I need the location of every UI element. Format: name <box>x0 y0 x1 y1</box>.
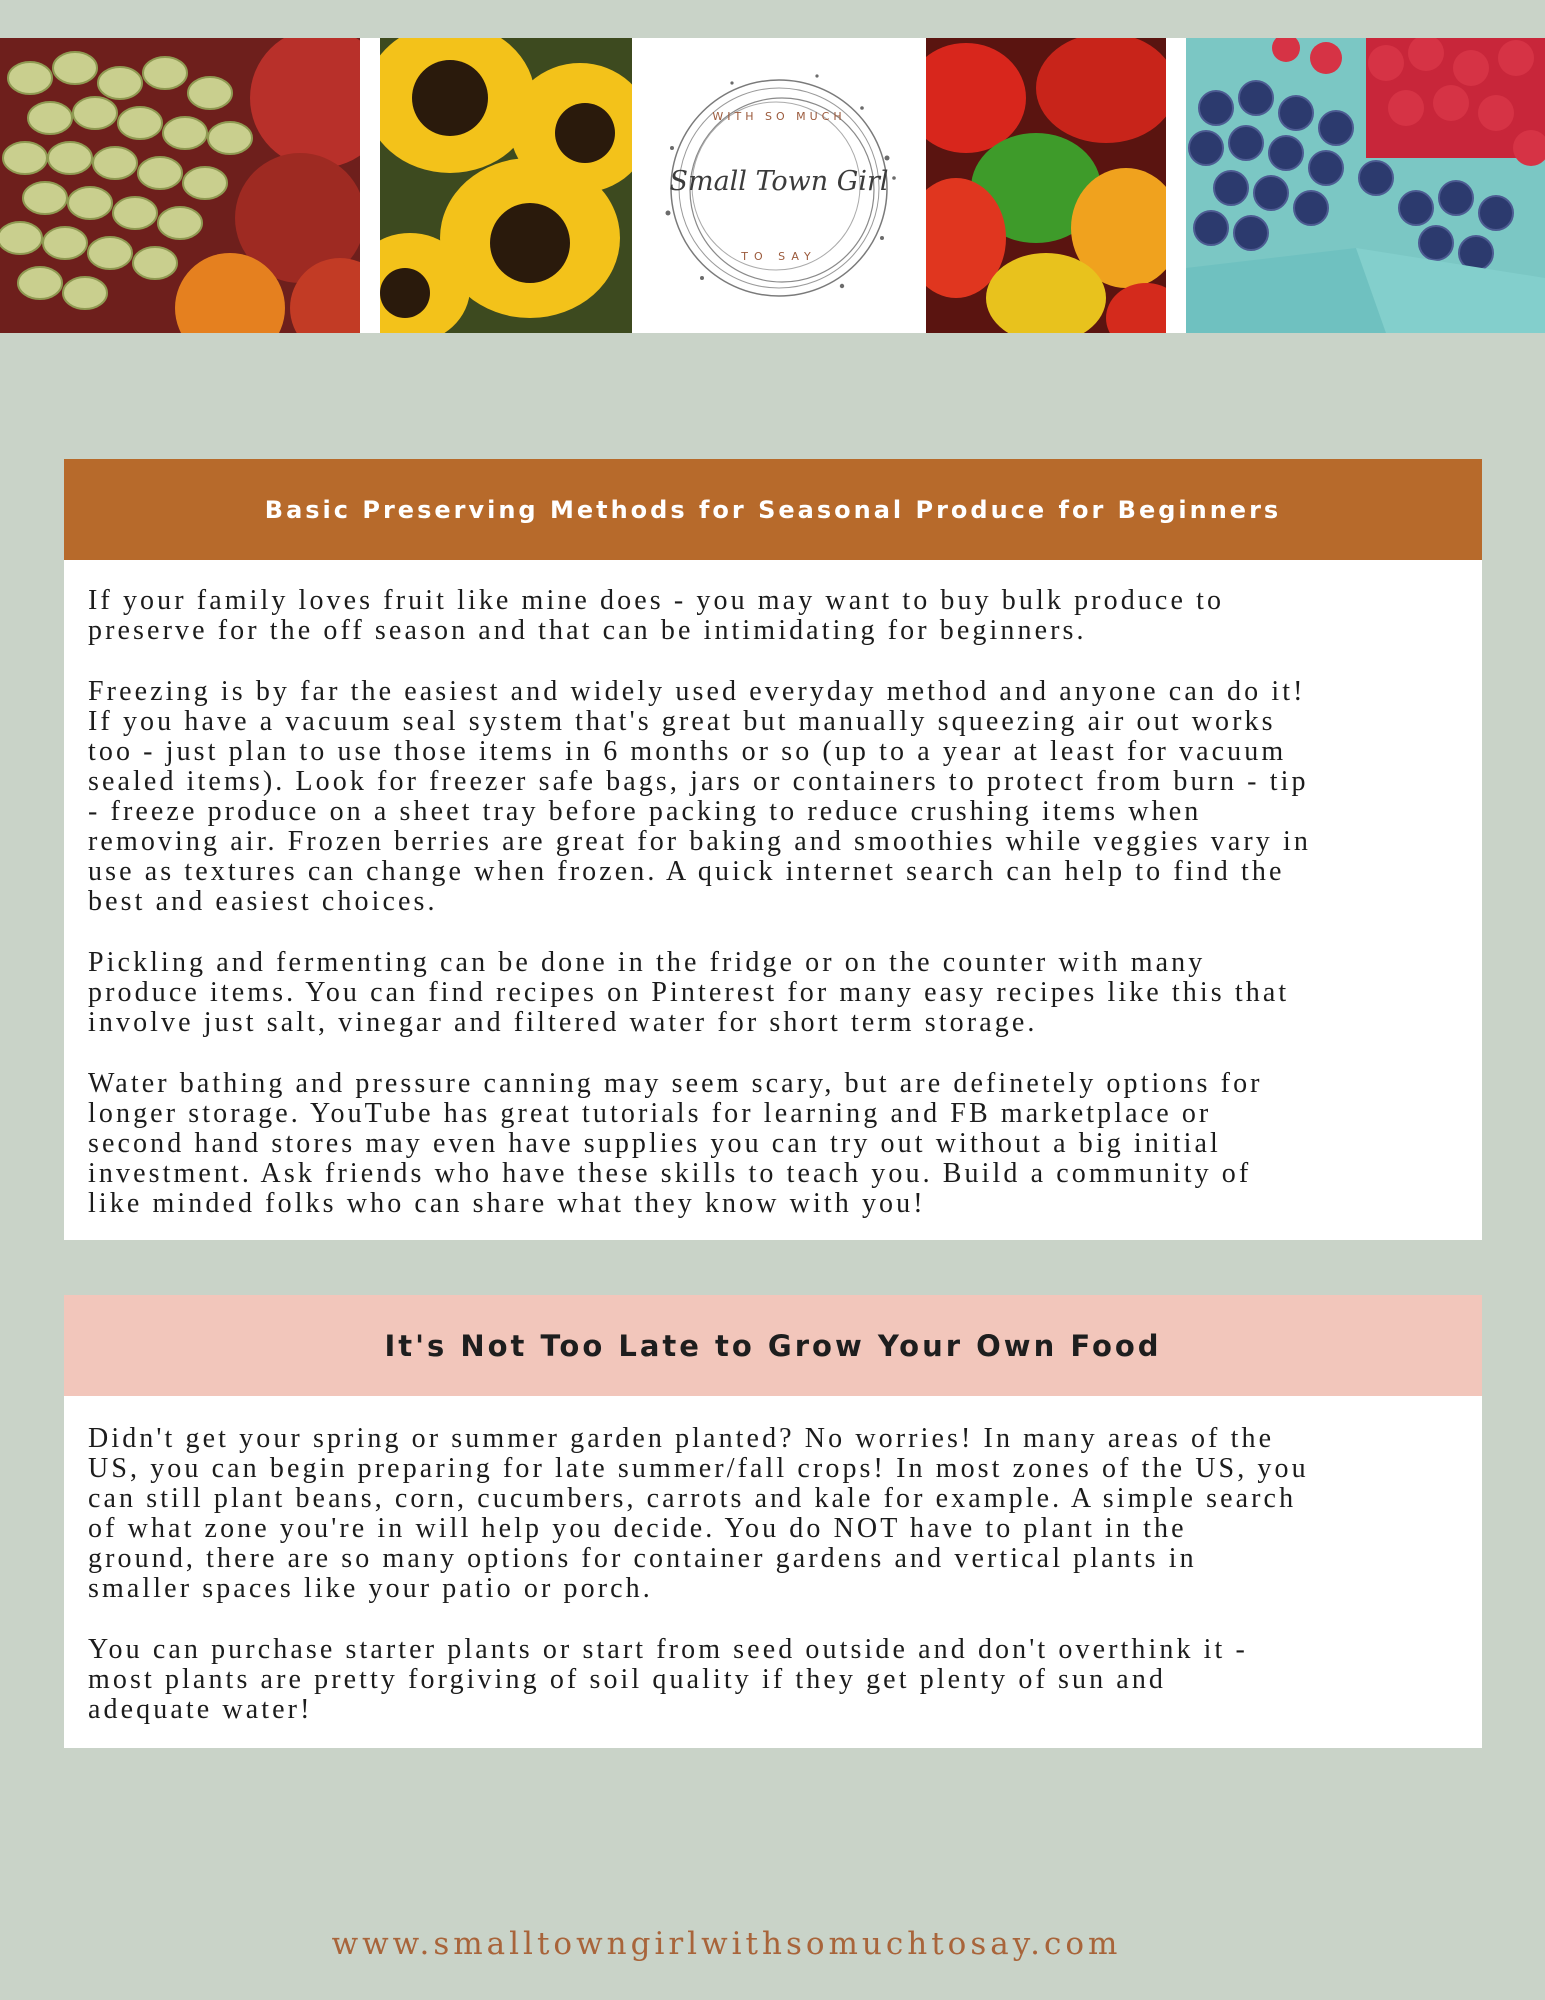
section-title: It's Not Too Late to Grow Your Own Food <box>64 1295 1482 1396</box>
grow-your-own-section <box>64 1295 1482 1748</box>
section-title: Basic Preserving Methods for Seasonal Produce for Beginners <box>64 459 1482 560</box>
paragraph-pickling: Pickling and fermenting can be done in the fridge or on the counter with many produce items. You can find recipes on Pinterest for many easy recipes like this that involve just salt, vinegar and filtered water for short term storage. <box>88 947 1290 1038</box>
footer-website-link[interactable]: www.smalltowngirlwithsomuchtosay.com <box>331 1926 1122 1962</box>
paragraph-intro: If your family loves fruit like mine does - you may want to buy bulk produce to preserve for the off season and that can be intimidating for beginners. <box>88 585 1225 646</box>
header-photo-strip <box>0 38 1545 333</box>
peppers-photo <box>926 38 1166 333</box>
paragraph-freezing: Freezing is by far the easiest and widely used everyday method and anyone can do it! If you have a vacuum seal system that's great but manually squeezing air out works too - just plan to use those items in 6 months or so (up to a year at least for vacuum sealed items). Look for freezer safe bags, jars or containers to protect from burn - tip - freeze produce on a sheet tray before packing to reduce crushing items when removing air. Frozen berries are great for baking and smoothies while veggies vary in use as textures can change when frozen. A quick internet search can help to find the best and easiest choices. <box>88 676 1311 917</box>
section-body <box>64 560 1482 1219</box>
preserving-methods-section <box>64 459 1482 1240</box>
paragraph-late-garden: Didn't get your spring or summer garden planted? No worries! In many areas of the US, you can begin preparing for late summer/fall crops! In most zones of the US, you can still plant beans, corn, cucumbers, carrots and kale for example. A simple search of what zone you're in will help you decide. You do NOT have to plant in the ground, there are so many options for container gardens and vertical plants in smaller spaces like your patio or porch. <box>88 1423 1309 1604</box>
grapes-apples-photo <box>0 38 360 333</box>
logo-panel <box>632 38 926 333</box>
sunflowers-photo <box>380 38 632 333</box>
section-body <box>64 1396 1482 1725</box>
paragraph-canning: Water bathing and pressure canning may seem scary, but are definetely options for longer storage. YouTube has great tutorials for learning and FB marketplace or second hand stores may even have supplies you can try out without a big initial investment. Ask friends who have these skills to teach you. Build a community of like minded folks who can share what they know with you! <box>88 1068 1263 1219</box>
berries-photo <box>1186 38 1545 333</box>
logo-main-text: Small Town Girl <box>669 166 889 197</box>
small-town-girl-logo <box>632 38 926 333</box>
paragraph-starter-plants: You can purchase starter plants or start from seed outside and don't overthink it - most plants are pretty forgiving of soil quality if they get plenty of sun and adequate water! <box>88 1634 1248 1725</box>
logo-bottom-text: TO SAY <box>741 250 817 263</box>
logo-top-text: WITH SO MUCH <box>712 110 846 123</box>
